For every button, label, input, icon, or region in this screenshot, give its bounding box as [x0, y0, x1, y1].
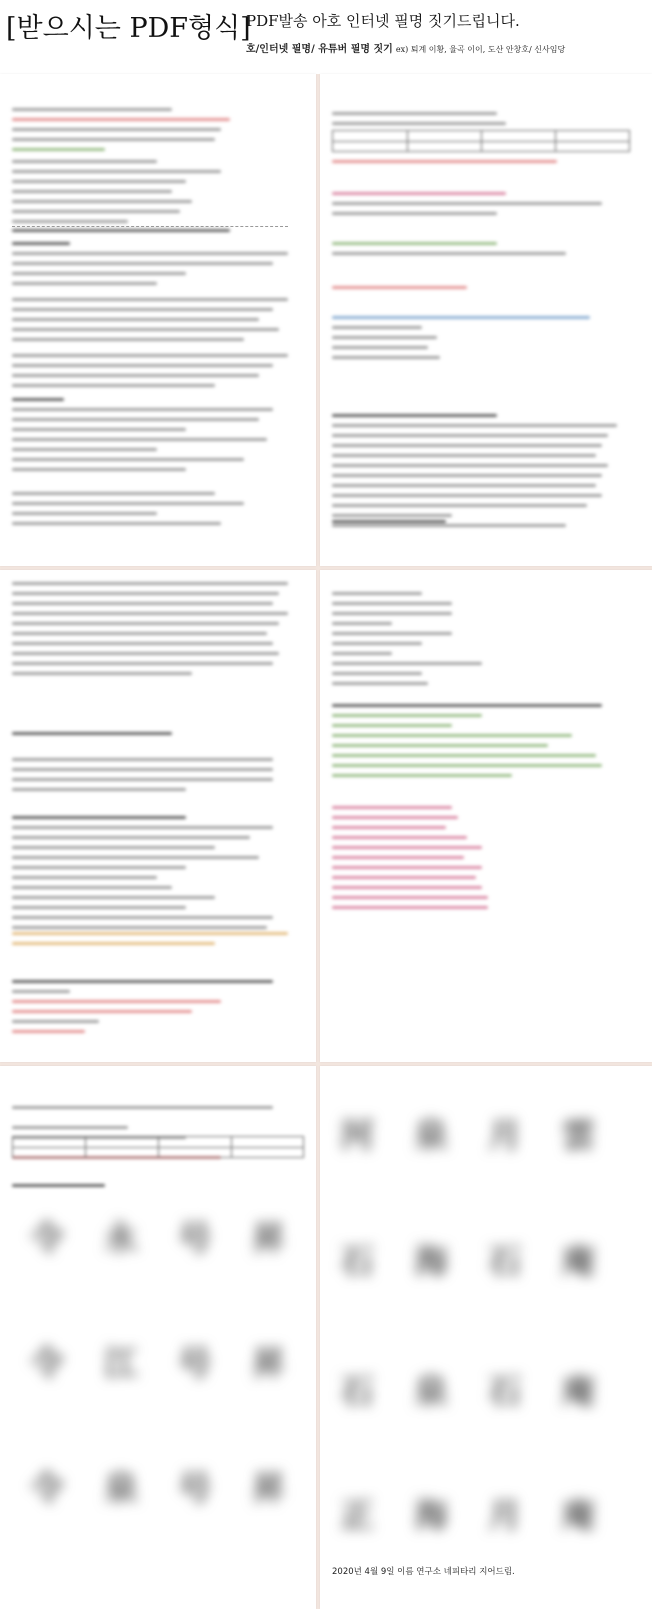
blurred-text-line: [12, 272, 186, 275]
blurred-text-line: [332, 826, 446, 829]
blurred-text-line: [12, 942, 215, 945]
blurred-text-line: [332, 414, 497, 417]
blurred-text-line: [12, 980, 273, 983]
blurred-text-line: [12, 906, 186, 909]
blurred-text-block: [0, 74, 316, 566]
blurred-text-line: [12, 458, 244, 461]
blurred-text-line: [332, 774, 512, 777]
blurred-text-line: [12, 502, 244, 505]
blurred-text-line: [12, 612, 288, 615]
blurred-text-line: [12, 896, 215, 899]
blurred-text-line: [332, 632, 452, 635]
blurred-text-line: [332, 474, 602, 477]
blurred-text-line: [12, 522, 221, 525]
blurred-text-line: [332, 112, 497, 115]
blurred-text-line: [12, 916, 273, 919]
blurred-text-line: [332, 744, 548, 747]
blurred-text-line: [332, 612, 452, 615]
blurred-text-line: [332, 816, 458, 819]
blurred-text-line: [12, 876, 157, 879]
blurred-hanja-row: 石 海 石 庵: [340, 1242, 610, 1282]
blurred-text-line: [12, 148, 105, 151]
blurred-text-block: [320, 74, 652, 566]
blurred-text-line: [332, 202, 602, 205]
blurred-text-line: [332, 434, 608, 437]
blurred-text-line: [332, 642, 422, 645]
blurred-text-line: [12, 1184, 105, 1187]
blurred-text-line: [332, 652, 392, 655]
blurred-text-line: [12, 512, 157, 515]
document-page-2: [320, 74, 652, 566]
blurred-hanja-row: 令 泉 号 昇: [30, 1469, 300, 1509]
blurred-text-line: [12, 632, 267, 635]
blurred-text-line: [332, 454, 596, 457]
blurred-text-line: [332, 252, 566, 255]
header-examples-bold: 호/인터넷 필명/ 유튜버 필명 짓기: [246, 44, 393, 55]
blurred-text-line: [332, 336, 437, 339]
blurred-text-line: [12, 1126, 128, 1129]
blurred-text-line: [332, 724, 452, 727]
blurred-text-line: [12, 108, 172, 111]
blurred-text-line: [12, 128, 221, 131]
blurred-text-block: [0, 570, 316, 1062]
dashed-separator: [12, 226, 288, 227]
blurred-text-line: [12, 1030, 85, 1033]
blurred-text-line: [332, 764, 602, 767]
blurred-hanja-row: 令 永 号 昇: [30, 1219, 300, 1259]
blurred-text-line: [332, 242, 497, 245]
blurred-text-line: [332, 346, 428, 349]
blurred-text-line: [12, 788, 186, 791]
document-page-1: [0, 74, 316, 566]
blurred-text-line: [12, 210, 180, 213]
blurred-text-line: [332, 122, 506, 125]
blurred-text-line: [12, 492, 215, 495]
blurred-text-line: [12, 768, 273, 771]
blurred-text-line: [332, 856, 464, 859]
blurred-text-line: [332, 494, 602, 497]
blurred-text-line: [12, 298, 288, 301]
blurred-text-line: [332, 444, 602, 447]
blurred-text-line: [12, 384, 215, 387]
blurred-text-line: [12, 778, 273, 781]
blurred-text-line: [332, 286, 467, 289]
blurred-text-line: [12, 200, 192, 203]
blurred-text-line: [332, 464, 608, 467]
header-subtitle: PDF발송 아호 인터넷 필명 짓기드립니다.: [246, 12, 520, 30]
blurred-text-line: [332, 524, 566, 527]
blurred-hanja-row: 河 泉 月 雲: [340, 1116, 610, 1156]
page-title: [받으시는 PDF형식]: [6, 13, 251, 44]
blurred-text-line: [332, 192, 506, 195]
blurred-text-line: [332, 316, 590, 319]
blurred-text-line: [12, 662, 273, 665]
blurred-text-line: [12, 642, 273, 645]
blurred-text-line: [12, 364, 273, 367]
blurred-text-line: [12, 428, 186, 431]
blurred-text-line: [12, 229, 230, 232]
blurred-text-line: [332, 424, 617, 427]
blurred-hanja-row: 正 海 月 庵: [340, 1496, 610, 1536]
blurred-text-line: [12, 932, 288, 935]
blurred-text-line: [332, 836, 467, 839]
blurred-text-line: [12, 1020, 99, 1023]
blurred-text-line: [332, 356, 440, 359]
blurred-text-line: [12, 354, 288, 357]
blurred-text-line: [12, 160, 157, 163]
blurred-hanja-row: 令 江 号 昇: [30, 1344, 300, 1384]
document-page-3: [0, 570, 316, 1062]
blurred-text-line: [332, 886, 482, 889]
blurred-text-line: [12, 308, 273, 311]
blurred-text-line: [12, 318, 259, 321]
document-page-4: [320, 570, 652, 1062]
blurred-text-line: [332, 484, 596, 487]
blurred-text-line: [12, 582, 288, 585]
blurred-text-line: [332, 326, 422, 329]
blurred-text-line: [12, 592, 279, 595]
blurred-text-line: [12, 282, 157, 285]
blurred-text-line: [12, 602, 273, 605]
blurred-text-line: [12, 622, 279, 625]
blurred-text-line: [12, 438, 267, 441]
blurred-text-line: [332, 906, 488, 909]
blurred-text-line: [12, 220, 128, 223]
blurred-text-line: [12, 1000, 221, 1003]
blurred-text-line: [332, 896, 488, 899]
blurred-text-line: [12, 418, 259, 421]
blurred-text-line: [12, 138, 215, 141]
blurred-text-line: [12, 758, 273, 761]
blurred-text-line: [12, 338, 244, 341]
blurred-text-line: [332, 704, 602, 707]
blurred-text-line: [332, 592, 422, 595]
blurred-text-block: [320, 570, 652, 1062]
blurred-text-line: [332, 160, 557, 163]
blurred-text-line: [332, 754, 596, 757]
blurred-text-line: [332, 602, 452, 605]
blurred-text-line: [332, 806, 452, 809]
document-page-6: [320, 1066, 652, 1609]
blurred-text-line: [332, 504, 587, 507]
blurred-text-line: [12, 408, 273, 411]
blurred-text-line: [12, 252, 288, 255]
blurred-text-line: [12, 398, 64, 401]
header-examples-names: ex) 퇴계 이황, 율곡 이이, 도산 안창호/ 신사임당: [395, 45, 566, 54]
blurred-text-line: [12, 732, 172, 735]
blurred-text-line: [12, 990, 70, 993]
blurred-text-line: [332, 622, 392, 625]
blurred-text-line: [12, 180, 186, 183]
header: [0, 0, 652, 74]
blurred-text-line: [332, 672, 422, 675]
blurred-text-line: [332, 866, 482, 869]
blurred-text-line: [332, 846, 482, 849]
blurred-text-line: [332, 514, 452, 517]
blurred-text-line: [12, 846, 215, 849]
blurred-text-line: [12, 170, 221, 173]
blurred-text-line: [12, 1106, 273, 1109]
blurred-text-line: [12, 328, 279, 331]
blurred-text-line: [332, 520, 446, 523]
info-table: [332, 130, 630, 152]
header-examples: [246, 40, 565, 55]
blurred-text-line: [332, 662, 482, 665]
blurred-text-line: [332, 682, 428, 685]
info-table: [12, 1136, 304, 1158]
blurred-text-line: [12, 926, 267, 929]
blurred-text-line: [332, 212, 497, 215]
blurred-text-line: [12, 816, 186, 819]
blurred-text-line: [12, 886, 172, 889]
blurred-text-line: [12, 262, 273, 265]
document-page-5: [0, 1066, 316, 1609]
blurred-text-line: [12, 468, 186, 471]
blurred-hanja-row: 石 泉 石 庵: [340, 1372, 610, 1412]
blurred-text-line: [12, 826, 273, 829]
blurred-text-line: [12, 856, 259, 859]
blurred-text-line: [12, 190, 172, 193]
blurred-text-line: [12, 672, 192, 675]
blurred-text-line: [12, 448, 157, 451]
blurred-text-line: [12, 1010, 192, 1013]
blurred-text-line: [12, 374, 259, 377]
blurred-text-line: [12, 866, 186, 869]
footer-note: 2020년 4월 9일 이름 연구소 네피타리 지어드림.: [332, 1567, 515, 1577]
blurred-text-line: [332, 714, 482, 717]
blurred-text-line: [12, 242, 70, 245]
blurred-text-line: [12, 652, 279, 655]
blurred-text-line: [332, 876, 476, 879]
blurred-text-line: [332, 734, 572, 737]
blurred-text-line: [12, 836, 250, 839]
blurred-text-line: [12, 118, 230, 121]
